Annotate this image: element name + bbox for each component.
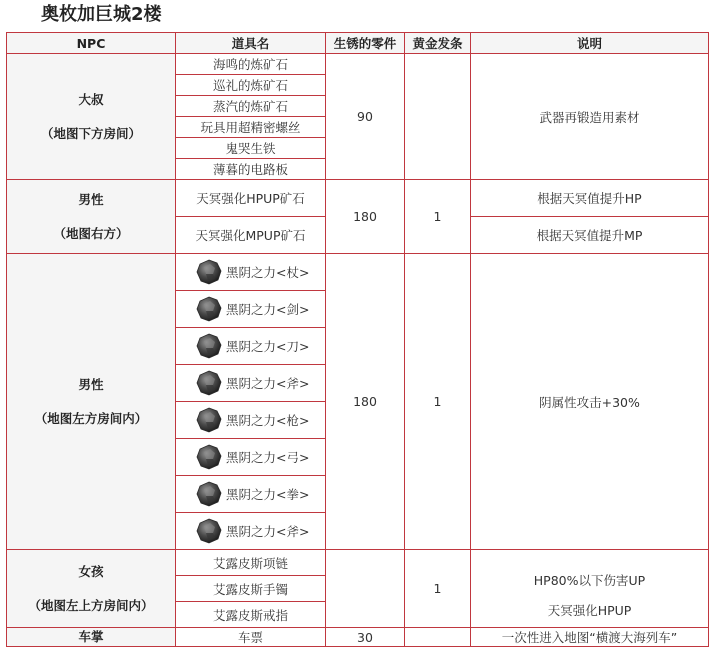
dark-orb-stone-icon [196, 333, 222, 359]
description-line: HP80%以下伤害UP [533, 572, 646, 588]
golden-spring-cost [405, 628, 471, 647]
rusty-parts-cost: 180 [326, 180, 405, 254]
table-row [7, 254, 709, 291]
npc-name: 女孩 [78, 563, 104, 579]
header-npc: NPC [7, 33, 176, 54]
item-name: 蒸汽的炼矿石 [176, 96, 326, 117]
item-description: 武器再锻造用素材 [471, 54, 709, 180]
table-header-row [7, 33, 709, 54]
golden-spring-cost: 1 [405, 254, 471, 550]
npc-cell-man-left [7, 254, 176, 550]
npc-location: （地图右方） [53, 225, 129, 241]
rusty-parts-cost: 180 [326, 254, 405, 550]
header-rusty-parts: 生锈的零件 [326, 33, 405, 54]
npc-name: 男性 [78, 191, 104, 207]
page-title: 奥枚加巨城2楼 [41, 4, 162, 25]
npc-name: 男性 [78, 376, 104, 392]
item-cell [176, 291, 326, 328]
item-description [471, 550, 709, 628]
header-item-name: 道具名 [176, 33, 326, 54]
dark-orb-stone-icon [196, 370, 222, 396]
item-name: 黑阴之力<斧> [226, 524, 310, 539]
npc-cell-man-right [7, 180, 176, 254]
header-golden-spring: 黄金发条 [405, 33, 471, 54]
npc-location: （地图左上方房间内） [28, 597, 154, 613]
item-name: 黑阴之力<剑> [226, 302, 310, 317]
table-row [7, 54, 709, 75]
item-name: 鬼哭生铁 [176, 138, 326, 159]
item-cell [176, 328, 326, 365]
item-description: 根据天冥值提升MP [471, 217, 709, 254]
item-name: 巡礼的炼矿石 [176, 75, 326, 96]
item-name: 天冥强化MPUP矿石 [176, 217, 326, 254]
golden-spring-cost [405, 54, 471, 180]
item-cell [176, 365, 326, 402]
table-row [7, 180, 709, 217]
npc-cell-girl [7, 550, 176, 628]
item-name: 艾露皮斯手镯 [176, 576, 326, 602]
item-name: 薄暮的电路板 [176, 159, 326, 180]
item-name: 黑阴之力<弓> [226, 450, 310, 465]
npc-cell-conductor [7, 628, 176, 647]
rusty-parts-cost [326, 550, 405, 628]
item-name: 玩具用超精密螺丝 [176, 117, 326, 138]
item-name: 黑阴之力<刀> [226, 339, 310, 354]
dark-orb-stone-icon [196, 481, 222, 507]
golden-spring-cost: 1 [405, 180, 471, 254]
npc-location: （地图左方房间内） [34, 410, 148, 426]
item-name: 艾露皮斯项链 [176, 550, 326, 576]
dark-orb-stone-icon [196, 296, 222, 322]
item-cell [176, 513, 326, 550]
npc-location: （地图下方房间） [40, 125, 141, 141]
header-description: 说明 [471, 33, 709, 54]
description-line: 天冥强化HPUP [547, 602, 632, 618]
item-description: 阴属性攻击+30% [471, 254, 709, 550]
item-cell [176, 254, 326, 291]
item-cell [176, 402, 326, 439]
item-description: 一次性进入地图“横渡大海列车” [471, 628, 709, 647]
item-name: 天冥强化HPUP矿石 [176, 180, 326, 217]
item-name: 黑阴之力<斧> [226, 376, 310, 391]
npc-cell-uncle [7, 54, 176, 180]
item-name: 车票 [176, 628, 326, 647]
npc-name: 车掌 [78, 629, 104, 644]
npc-name: 大叔 [78, 91, 104, 107]
dark-orb-stone-icon [196, 259, 222, 285]
dark-orb-stone-icon [196, 407, 222, 433]
dark-orb-stone-icon [196, 518, 222, 544]
exchange-table [6, 32, 709, 647]
item-name: 黑阴之力<拳> [226, 487, 310, 502]
item-description: 根据天冥值提升HP [471, 180, 709, 217]
rusty-parts-cost: 90 [326, 54, 405, 180]
item-name: 黑阴之力<杖> [226, 265, 310, 280]
item-cell [176, 439, 326, 476]
table-row [7, 628, 709, 647]
item-cell [176, 476, 326, 513]
dark-orb-stone-icon [196, 444, 222, 470]
item-name: 黑阴之力<枪> [226, 413, 310, 428]
item-name: 海鸣的炼矿石 [176, 54, 326, 75]
rusty-parts-cost: 30 [326, 628, 405, 647]
golden-spring-cost: 1 [405, 550, 471, 628]
table-row [7, 550, 709, 576]
item-name: 艾露皮斯戒指 [176, 602, 326, 628]
